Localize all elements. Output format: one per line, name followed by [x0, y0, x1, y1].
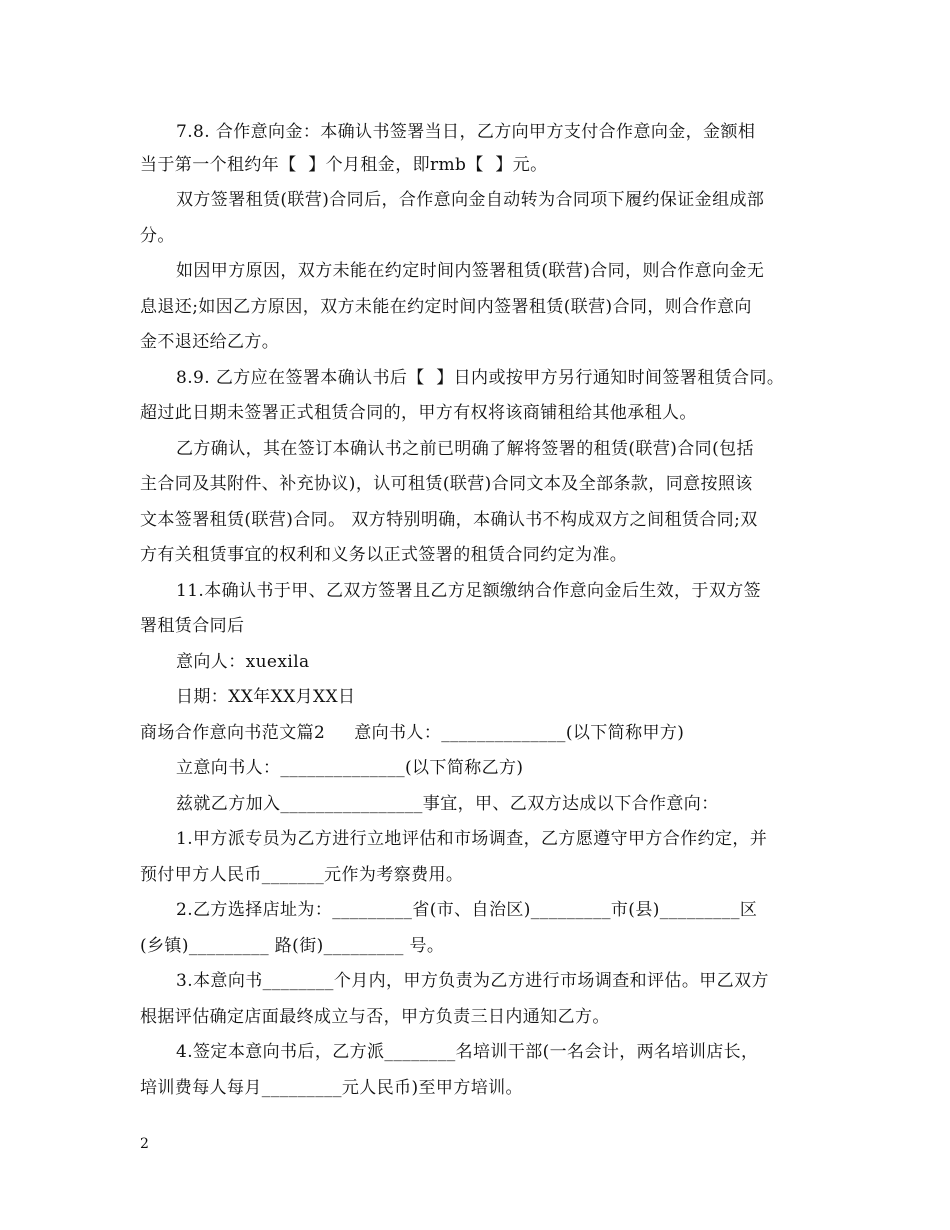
paragraph-line: 兹就乙方加入________________事宜，甲、乙双方达成以下合作意向：	[176, 794, 719, 814]
paragraph-line: 文本签署租赁(联营)合同。 双方特别明确，本确认书不构成双方之间租赁合同;双	[140, 510, 758, 530]
page-number: 2	[140, 1136, 149, 1152]
paragraph-line: 根据评估确定店面最终成立与否，甲方负责三日内通知乙方。	[140, 1007, 610, 1027]
date-line: 日期：XX年XX月XX日	[176, 687, 356, 707]
paragraph-line: 双方签署租赁(联营)合同后，合作意向金自动转为合同项下履约保证金组成部	[176, 190, 765, 210]
paragraph-line: 方有关租赁事宜的权利和义务以正式签署的租赁合同约定为准。	[140, 545, 628, 565]
paragraph-line: 预付甲方人民币_______元作为考察费用。	[140, 865, 464, 885]
paragraph-line: 3.本意向书________个月内，甲方负责为乙方进行市场调查和评估。甲乙双方	[176, 971, 769, 991]
paragraph-line: 培训费每人每月_________元人民币)至甲方培训。	[140, 1078, 523, 1098]
section-heading-line: 商场合作意向书范文篇2 意向书人：______________(以下简称甲方)	[140, 723, 685, 743]
paragraph-line: 1.甲方派专员为乙方进行立地评估和市场调查，乙方愿遵守甲方合作约定，并	[176, 829, 768, 849]
paragraph-line: 立意向书人：______________(以下简称乙方)	[176, 758, 524, 778]
paragraph-line: 息退还;如因乙方原因，双方未能在约定时间内签署租赁(联营)合同，则合作意向	[140, 297, 752, 317]
paragraph-line: 7.8. 合作意向金：本确认书签署当日，乙方向甲方支付合作意向金，金额相	[176, 122, 756, 142]
paragraph-line: 署租赁合同后	[140, 616, 245, 636]
paragraph-line: 11.本确认书于甲、乙双方签署且乙方足额缴纳合作意向金后生效，于双方签	[176, 581, 762, 601]
paragraph-line: (乡镇)_________ 路(街)_________ 号。	[140, 936, 445, 956]
paragraph-line: 乙方确认，其在签订本确认书之前已明确了解将签署的租赁(联营)合同(包括	[176, 439, 754, 459]
paragraph-line: 当于第一个租约年【 】个月租金，即rmb【 】元。	[140, 155, 548, 175]
paragraph-line: 超过此日期未签署正式租赁合同的，甲方有权将该商铺租给其他承租人。	[140, 403, 697, 423]
paragraph-line: 4.签定本意向书后，乙方派________名培训干部(一名会计，两名培训店长，	[176, 1042, 759, 1062]
paragraph-line: 金不退还给乙方。	[140, 332, 280, 352]
signatory-line: 意向人：xuexila	[176, 652, 310, 672]
paragraph-line: 8.9. 乙方应在签署本确认书后【 】日内或按甲方另行通知时间签署租赁合同。	[176, 368, 785, 388]
paragraph-line: 分。	[140, 226, 175, 246]
paragraph-line: 如因甲方原因，双方未能在约定时间内签署租赁(联营)合同，则合作意向金无	[176, 261, 765, 281]
paragraph-line: 2.乙方选择店址为：_________省(市、自治区)_________市(县)_________区	[176, 900, 758, 920]
paragraph-line: 主合同及其附件、补充协议)，认可租赁(联营)合同文本及全部条款，同意按照该	[140, 474, 753, 494]
